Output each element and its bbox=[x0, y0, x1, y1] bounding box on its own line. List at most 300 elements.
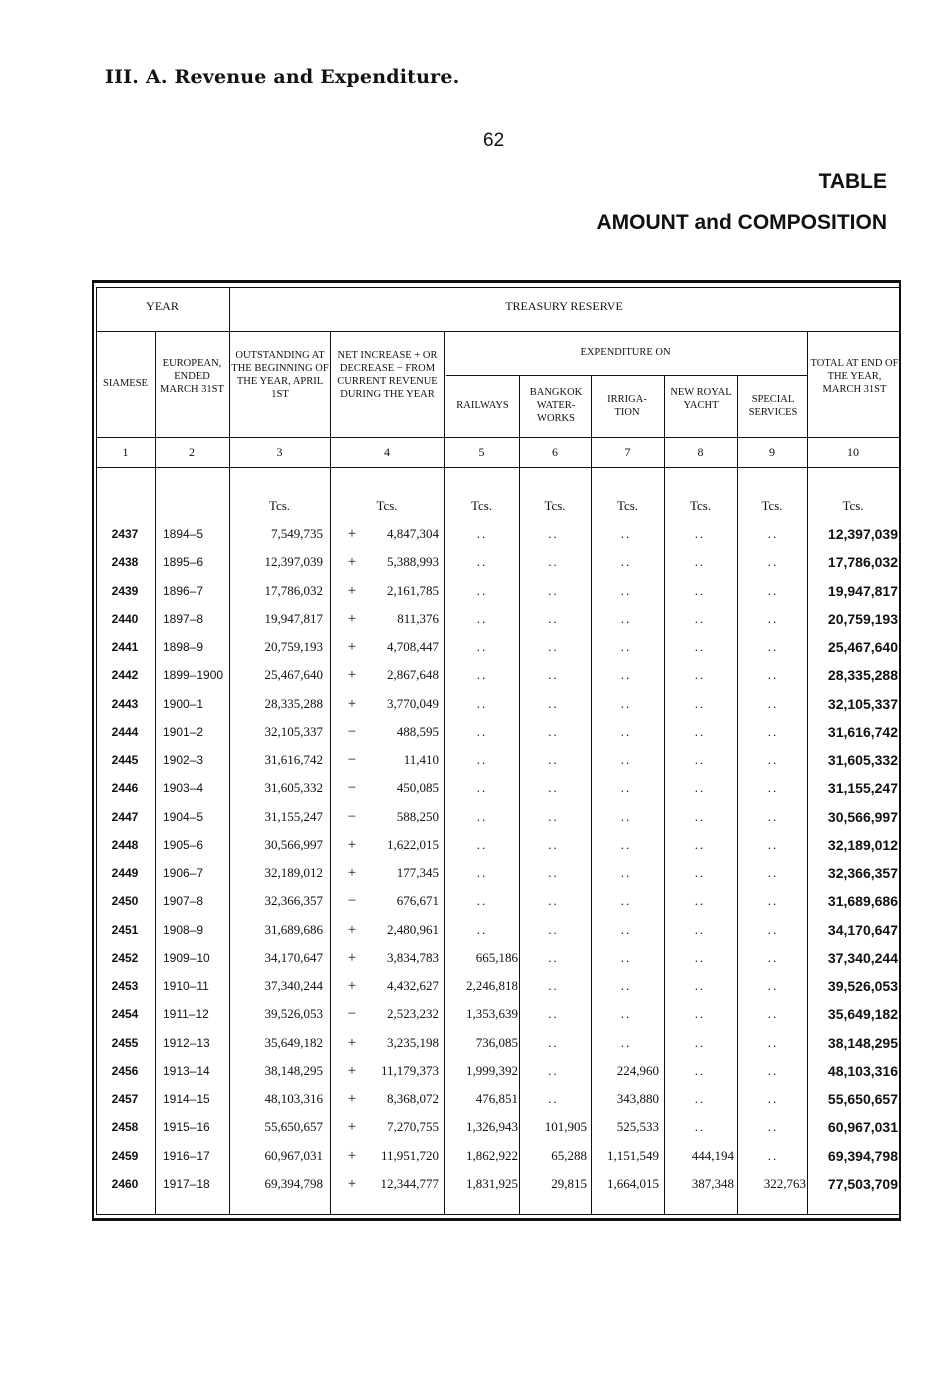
table-row bbox=[0, 690, 941, 718]
irrigation-cell: .. bbox=[620, 610, 632, 626]
net-change-cell: 3,834,783 bbox=[387, 949, 439, 965]
net-change-cell: 4,847,304 bbox=[387, 526, 439, 541]
railways-cell: .. bbox=[476, 836, 488, 852]
irrigation-cell: .. bbox=[620, 639, 632, 654]
total-cell: 31,155,247 bbox=[827, 780, 898, 797]
bangkok-waterworks-cell: 65,288 bbox=[551, 1147, 587, 1163]
net-change-cell: 3,770,049 bbox=[387, 695, 439, 711]
table-row bbox=[0, 605, 941, 633]
new-royal-yacht-cell: .. bbox=[694, 1119, 706, 1135]
total-cell: 69,394,798 bbox=[827, 1147, 898, 1164]
siamese-year-cell: 2445 bbox=[111, 753, 139, 767]
net-change-cell: 2,523,232 bbox=[387, 1006, 439, 1022]
unit-label: Tcs. bbox=[544, 498, 566, 513]
sign-cell: + bbox=[347, 1091, 357, 1107]
bangkok-waterworks-cell: .. bbox=[548, 949, 559, 965]
sign-cell: + bbox=[347, 1119, 357, 1136]
railways-cell: 1,831,925 bbox=[466, 1175, 518, 1191]
special-services-cell: .. bbox=[767, 1147, 779, 1163]
new-royal-yacht-cell: .. bbox=[694, 723, 706, 739]
sign-cell: − bbox=[347, 808, 357, 825]
outstanding-cell: 19,947,817 bbox=[264, 610, 323, 626]
siamese-year-cell: 2454 bbox=[111, 1007, 139, 1022]
railways-cell: .. bbox=[476, 921, 488, 937]
irrigation-cell: 525,533 bbox=[616, 1119, 659, 1135]
new-royal-yacht-cell: .. bbox=[694, 1091, 706, 1106]
special-services-cell: .. bbox=[767, 865, 779, 880]
header-special-services: SPECIAL SERVICES bbox=[748, 394, 798, 418]
european-year-cell: 1913–14 bbox=[163, 1063, 210, 1078]
net-change-cell: 11,179,373 bbox=[380, 1062, 439, 1078]
outstanding-cell: 48,103,316 bbox=[264, 1091, 323, 1106]
unit-label: Tcs. bbox=[376, 498, 398, 513]
total-cell: 77,503,709 bbox=[827, 1175, 898, 1192]
outstanding-cell: 31,155,247 bbox=[264, 808, 323, 824]
table-row bbox=[0, 661, 941, 689]
total-cell: 30,566,997 bbox=[827, 808, 898, 825]
siamese-year-cell: 2439 bbox=[111, 583, 139, 598]
new-royal-yacht-cell: .. bbox=[694, 836, 706, 852]
column-number: 9 bbox=[769, 445, 775, 459]
bangkok-waterworks-cell: .. bbox=[548, 921, 559, 937]
european-year-cell: 1900–1 bbox=[163, 696, 204, 711]
european-year-cell: 1901–2 bbox=[163, 724, 204, 739]
page-number: 62 bbox=[483, 130, 505, 151]
railways-cell: .. bbox=[476, 667, 488, 683]
bangkok-waterworks-cell: .. bbox=[548, 582, 559, 598]
header-year: YEAR bbox=[146, 299, 179, 313]
railways-cell: .. bbox=[476, 752, 488, 767]
bangkok-waterworks-cell: 101,905 bbox=[544, 1119, 587, 1135]
new-royal-yacht-cell: .. bbox=[694, 978, 706, 993]
irrigation-cell: .. bbox=[620, 667, 632, 683]
header-bangkok-waterworks: BANGKOK WATER-WORKS bbox=[529, 387, 583, 424]
outstanding-cell: 17,786,032 bbox=[264, 582, 323, 598]
bangkok-waterworks-cell: .. bbox=[548, 752, 559, 767]
siamese-year-cell: 2437 bbox=[111, 527, 139, 541]
bangkok-waterworks-cell: .. bbox=[548, 667, 559, 683]
column-number: 7 bbox=[624, 445, 631, 459]
net-change-cell: 4,432,627 bbox=[387, 978, 439, 993]
railways-cell: .. bbox=[476, 780, 488, 796]
railways-cell: .. bbox=[476, 582, 488, 598]
siamese-year-cell: 2443 bbox=[111, 696, 139, 711]
section-heading: III. A. Revenue and Expenditure. bbox=[105, 66, 460, 88]
irrigation-cell: .. bbox=[620, 1006, 632, 1022]
new-royal-yacht-cell: .. bbox=[694, 780, 706, 796]
header-total: TOTAL AT END OF THE YEAR, MARCH 31ST bbox=[810, 358, 899, 395]
european-year-cell: 1906–7 bbox=[163, 866, 204, 880]
european-year-cell: 1915–16 bbox=[163, 1120, 210, 1135]
irrigation-cell: 1,151,549 bbox=[607, 1147, 659, 1163]
bangkok-waterworks-cell: .. bbox=[548, 865, 559, 880]
total-cell: 60,967,031 bbox=[827, 1119, 898, 1136]
outstanding-cell: 35,649,182 bbox=[264, 1034, 323, 1050]
new-royal-yacht-cell: .. bbox=[694, 808, 706, 824]
european-year-cell: 1907–8 bbox=[163, 894, 204, 909]
table-row bbox=[0, 859, 941, 887]
sign-cell: + bbox=[347, 921, 357, 938]
special-services-cell: .. bbox=[767, 554, 779, 570]
new-royal-yacht-cell: 387,348 bbox=[691, 1175, 734, 1191]
irrigation-cell: .. bbox=[620, 526, 632, 541]
net-change-cell: 811,376 bbox=[397, 610, 439, 626]
irrigation-cell: 1,664,015 bbox=[607, 1175, 659, 1191]
net-change-cell: 11,951,720 bbox=[380, 1147, 439, 1163]
railways-cell: 665,186 bbox=[475, 949, 518, 965]
siamese-year-cell: 2451 bbox=[111, 922, 139, 937]
outstanding-cell: 38,148,295 bbox=[264, 1062, 323, 1078]
railways-cell: 476,851 bbox=[475, 1091, 518, 1106]
net-change-cell: 450,085 bbox=[396, 780, 439, 796]
outstanding-cell: 25,467,640 bbox=[264, 667, 323, 683]
outstanding-cell: 39,526,053 bbox=[264, 1006, 323, 1022]
total-cell: 20,759,193 bbox=[827, 610, 898, 627]
total-cell: 32,105,337 bbox=[827, 695, 898, 712]
column-number: 4 bbox=[384, 445, 390, 459]
siamese-year-cell: 2460 bbox=[111, 1176, 139, 1191]
special-services-cell: .. bbox=[767, 978, 779, 993]
sign-cell: + bbox=[347, 667, 357, 684]
siamese-year-cell: 2446 bbox=[111, 781, 139, 796]
unit-label: Tcs. bbox=[616, 498, 639, 513]
railways-cell: .. bbox=[476, 723, 488, 739]
net-change-cell: 676,671 bbox=[396, 893, 439, 909]
table-row bbox=[0, 887, 941, 915]
header-irrigation: IRRIGA-TION bbox=[607, 394, 647, 418]
european-year-cell: 1894–5 bbox=[163, 527, 204, 541]
siamese-year-cell: 2442 bbox=[111, 668, 139, 683]
table-row bbox=[0, 1085, 941, 1113]
column-number: 2 bbox=[189, 445, 195, 459]
header-siamese: SIAMESE bbox=[103, 378, 148, 389]
special-services-cell: .. bbox=[767, 582, 779, 598]
new-royal-yacht-cell: .. bbox=[694, 921, 706, 937]
irrigation-cell: .. bbox=[620, 865, 632, 880]
table-label: TABLE bbox=[818, 170, 887, 193]
table-row bbox=[0, 1057, 941, 1085]
column-number: 10 bbox=[847, 445, 859, 459]
siamese-year-cell: 2449 bbox=[111, 866, 139, 880]
european-year-cell: 1902–3 bbox=[163, 753, 204, 767]
special-services-cell: 322,763 bbox=[763, 1175, 806, 1191]
european-year-cell: 1911–12 bbox=[163, 1007, 209, 1022]
outstanding-cell: 12,397,039 bbox=[264, 554, 323, 570]
siamese-year-cell: 2450 bbox=[111, 894, 139, 909]
table-row bbox=[0, 831, 941, 859]
sign-cell: + bbox=[347, 978, 357, 994]
special-services-cell: .. bbox=[767, 610, 779, 626]
unit-label: Tcs. bbox=[268, 498, 291, 513]
sign-cell: + bbox=[347, 526, 357, 542]
outstanding-cell: 31,689,686 bbox=[264, 921, 323, 937]
new-royal-yacht-cell: .. bbox=[694, 1062, 706, 1078]
sign-cell: + bbox=[347, 1175, 357, 1192]
table-bottom-rule bbox=[92, 1218, 900, 1221]
railways-cell: .. bbox=[476, 893, 488, 909]
irrigation-cell: .. bbox=[620, 554, 632, 570]
table-row bbox=[0, 520, 941, 548]
irrigation-cell: 343,880 bbox=[616, 1091, 659, 1106]
irrigation-cell: .. bbox=[620, 723, 632, 739]
sign-cell: + bbox=[347, 949, 357, 966]
new-royal-yacht-cell: .. bbox=[694, 1006, 706, 1022]
total-cell: 31,616,742 bbox=[827, 723, 898, 740]
total-cell: 25,467,640 bbox=[827, 639, 898, 655]
irrigation-cell: .. bbox=[620, 695, 632, 711]
net-change-cell: 488,595 bbox=[396, 723, 439, 739]
new-royal-yacht-cell: .. bbox=[694, 695, 706, 711]
railways-cell: .. bbox=[476, 865, 488, 880]
table-row bbox=[0, 774, 941, 802]
bangkok-waterworks-cell: .. bbox=[548, 695, 559, 711]
total-cell: 31,689,686 bbox=[827, 893, 898, 910]
special-services-cell: .. bbox=[767, 808, 779, 824]
special-services-cell: .. bbox=[767, 836, 779, 852]
table-row bbox=[0, 1170, 941, 1198]
irrigation-cell: .. bbox=[620, 1034, 632, 1050]
special-services-cell: .. bbox=[767, 1091, 779, 1106]
railways-cell: .. bbox=[476, 610, 488, 626]
special-services-cell: .. bbox=[767, 526, 779, 541]
total-cell: 34,170,647 bbox=[827, 921, 898, 938]
european-year-cell: 1905–6 bbox=[163, 837, 204, 852]
net-change-cell: 5,388,993 bbox=[387, 554, 439, 570]
new-royal-yacht-cell: .. bbox=[694, 865, 706, 880]
net-change-cell: 7,270,755 bbox=[387, 1119, 439, 1135]
special-services-cell: .. bbox=[767, 752, 779, 767]
sign-cell: + bbox=[347, 695, 357, 712]
irrigation-cell: .. bbox=[620, 921, 632, 937]
total-cell: 32,366,357 bbox=[827, 865, 898, 881]
total-cell: 28,335,288 bbox=[827, 667, 898, 684]
header-new-royal-yacht: NEW ROYAL YACHT bbox=[670, 387, 732, 411]
header-net-change: NET INCREASE + OR DECREASE − FROM CURRENT REVENUE DURING THE YEAR bbox=[337, 350, 438, 400]
special-services-cell: .. bbox=[767, 639, 779, 654]
sign-cell: − bbox=[347, 723, 357, 740]
bangkok-waterworks-cell: .. bbox=[548, 780, 559, 796]
header-treasury-reserve: TREASURY RESERVE bbox=[505, 299, 623, 313]
irrigation-cell: .. bbox=[620, 808, 632, 824]
new-royal-yacht-cell: .. bbox=[694, 893, 706, 909]
european-year-cell: 1910–11 bbox=[163, 979, 209, 993]
table-top-rule-inner bbox=[96, 287, 900, 288]
irrigation-cell: .. bbox=[620, 949, 632, 965]
siamese-year-cell: 2457 bbox=[111, 1092, 139, 1106]
new-royal-yacht-cell: .. bbox=[694, 752, 706, 767]
outstanding-cell: 55,650,657 bbox=[264, 1119, 323, 1135]
new-royal-yacht-cell: .. bbox=[694, 582, 706, 598]
net-change-cell: 2,867,648 bbox=[387, 667, 439, 683]
european-year-cell: 1916–17 bbox=[163, 1148, 210, 1163]
railways-cell: .. bbox=[476, 526, 488, 541]
header-european: EUROPEAN, ENDED MARCH 31ST bbox=[160, 358, 224, 395]
total-cell: 37,340,244 bbox=[827, 949, 898, 966]
railways-cell: 736,085 bbox=[475, 1034, 518, 1050]
railways-cell: .. bbox=[476, 639, 488, 654]
table-row bbox=[0, 633, 941, 661]
total-cell: 19,947,817 bbox=[827, 582, 898, 599]
sign-cell: − bbox=[347, 893, 357, 910]
railways-cell: .. bbox=[476, 808, 488, 824]
siamese-year-cell: 2438 bbox=[111, 555, 139, 570]
bangkok-waterworks-cell: .. bbox=[548, 1091, 559, 1106]
special-services-cell: .. bbox=[767, 949, 779, 965]
sign-cell: − bbox=[347, 1006, 357, 1023]
net-change-cell: 4,708,447 bbox=[387, 639, 439, 654]
railways-cell: 1,353,639 bbox=[466, 1006, 518, 1022]
new-royal-yacht-cell: .. bbox=[694, 554, 706, 570]
total-cell: 32,189,012 bbox=[827, 836, 898, 853]
bangkok-waterworks-cell: .. bbox=[548, 808, 559, 824]
irrigation-cell: .. bbox=[620, 893, 632, 909]
new-royal-yacht-cell: 444,194 bbox=[691, 1147, 734, 1163]
outstanding-cell: 32,189,012 bbox=[264, 865, 323, 880]
irrigation-cell: .. bbox=[620, 582, 632, 598]
siamese-year-cell: 2453 bbox=[111, 979, 139, 993]
unit-label: Tcs. bbox=[689, 498, 712, 513]
column-number: 8 bbox=[697, 445, 704, 459]
header-rule-exp bbox=[446, 375, 807, 376]
table-row bbox=[0, 718, 941, 746]
sign-cell: + bbox=[347, 639, 357, 655]
new-royal-yacht-cell: .. bbox=[694, 639, 706, 654]
bangkok-waterworks-cell: .. bbox=[548, 893, 559, 909]
siamese-year-cell: 2458 bbox=[111, 1120, 139, 1135]
irrigation-cell: .. bbox=[620, 836, 632, 852]
net-change-cell: 177,345 bbox=[396, 865, 439, 880]
table-row bbox=[0, 746, 941, 774]
net-change-cell: 2,161,785 bbox=[387, 582, 439, 598]
table-row bbox=[0, 916, 941, 944]
siamese-year-cell: 2444 bbox=[111, 724, 139, 739]
net-change-cell: 1,622,015 bbox=[387, 836, 439, 852]
siamese-year-cell: 2456 bbox=[111, 1063, 139, 1078]
total-cell: 55,650,657 bbox=[827, 1091, 898, 1107]
sign-cell: − bbox=[347, 752, 357, 768]
new-royal-yacht-cell: .. bbox=[694, 1034, 706, 1050]
new-royal-yacht-cell: .. bbox=[694, 949, 706, 965]
outstanding-cell: 31,616,742 bbox=[264, 752, 323, 767]
european-year-cell: 1895–6 bbox=[163, 555, 204, 570]
sign-cell: + bbox=[347, 610, 357, 627]
bangkok-waterworks-cell: .. bbox=[548, 1034, 559, 1050]
header-expenditure-on: EXPENDITURE ON bbox=[580, 347, 671, 358]
new-royal-yacht-cell: .. bbox=[694, 667, 706, 683]
outstanding-cell: 32,366,357 bbox=[264, 893, 323, 909]
bangkok-waterworks-cell: .. bbox=[548, 639, 559, 654]
siamese-year-cell: 2448 bbox=[111, 837, 139, 852]
siamese-year-cell: 2447 bbox=[111, 809, 139, 824]
railways-cell: 2,246,818 bbox=[466, 978, 518, 993]
total-cell: 35,649,182 bbox=[827, 1006, 898, 1023]
siamese-year-cell: 2452 bbox=[111, 950, 139, 965]
sign-cell: − bbox=[347, 780, 357, 797]
table-row bbox=[0, 1029, 941, 1057]
outstanding-cell: 37,340,244 bbox=[264, 978, 323, 993]
bangkok-waterworks-cell: .. bbox=[548, 610, 559, 626]
railways-cell: .. bbox=[476, 695, 488, 711]
european-year-cell: 1896–7 bbox=[163, 583, 204, 598]
outstanding-cell: 60,967,031 bbox=[264, 1147, 323, 1163]
outstanding-cell: 7,549,735 bbox=[271, 526, 323, 541]
net-change-cell: 8,368,072 bbox=[387, 1091, 439, 1106]
unit-label: Tcs. bbox=[470, 498, 493, 513]
table-row bbox=[0, 577, 941, 605]
total-cell: 39,526,053 bbox=[827, 978, 898, 994]
column-number: 6 bbox=[552, 445, 558, 459]
special-services-cell: .. bbox=[767, 1062, 779, 1078]
sign-cell: + bbox=[347, 865, 357, 881]
outstanding-cell: 31,605,332 bbox=[264, 780, 323, 796]
column-number: 5 bbox=[478, 445, 485, 459]
header-rule-3 bbox=[96, 467, 899, 468]
outstanding-cell: 28,335,288 bbox=[264, 695, 323, 711]
sign-cell: + bbox=[347, 1147, 357, 1164]
table-bottom-rule-inner bbox=[96, 1214, 900, 1215]
bangkok-waterworks-cell: .. bbox=[548, 1062, 559, 1078]
table-row bbox=[0, 944, 941, 972]
special-services-cell: .. bbox=[767, 1006, 779, 1022]
table-row bbox=[0, 1000, 941, 1028]
special-services-cell: .. bbox=[767, 780, 779, 796]
net-change-cell: 3,235,198 bbox=[387, 1034, 439, 1050]
new-royal-yacht-cell: .. bbox=[694, 610, 706, 626]
sign-cell: + bbox=[347, 554, 357, 571]
irrigation-cell: .. bbox=[620, 978, 632, 993]
outstanding-cell: 30,566,997 bbox=[264, 836, 323, 852]
column-number: 3 bbox=[276, 445, 283, 459]
unit-label: Tcs. bbox=[842, 498, 864, 513]
special-services-cell: .. bbox=[767, 1119, 779, 1135]
unit-label: Tcs. bbox=[761, 498, 783, 513]
special-services-cell: .. bbox=[767, 1034, 779, 1050]
outstanding-cell: 20,759,193 bbox=[264, 639, 323, 654]
irrigation-cell: .. bbox=[620, 752, 632, 767]
bangkok-waterworks-cell: .. bbox=[548, 836, 559, 852]
table-subtitle: AMOUNT and COMPOSITION bbox=[596, 211, 887, 234]
railways-cell: 1,862,922 bbox=[466, 1147, 518, 1163]
siamese-year-cell: 2459 bbox=[111, 1148, 139, 1163]
sign-cell: + bbox=[347, 582, 357, 599]
sign-cell: + bbox=[347, 1062, 357, 1079]
header-rule-2 bbox=[96, 437, 899, 438]
table-row bbox=[0, 1113, 941, 1141]
bangkok-waterworks-cell: .. bbox=[548, 723, 559, 739]
table-row bbox=[0, 1142, 941, 1170]
railways-cell: 1,326,943 bbox=[466, 1119, 518, 1135]
railways-cell: 1,999,392 bbox=[466, 1062, 518, 1078]
special-services-cell: .. bbox=[767, 921, 779, 937]
special-services-cell: .. bbox=[767, 893, 779, 909]
european-year-cell: 1908–9 bbox=[163, 922, 204, 937]
table-row bbox=[0, 803, 941, 831]
total-cell: 12,397,039 bbox=[827, 526, 898, 542]
bangkok-waterworks-cell: .. bbox=[548, 978, 559, 993]
european-year-cell: 1899–1900 bbox=[163, 668, 224, 683]
sign-cell: + bbox=[347, 1034, 357, 1051]
european-year-cell: 1903–4 bbox=[163, 781, 204, 796]
irrigation-cell: 224,960 bbox=[616, 1062, 659, 1078]
total-cell: 48,103,316 bbox=[827, 1062, 898, 1079]
european-year-cell: 1898–9 bbox=[163, 640, 204, 654]
net-change-cell: 588,250 bbox=[396, 808, 439, 824]
header-rule-1 bbox=[96, 331, 899, 332]
railways-cell: .. bbox=[476, 554, 488, 570]
siamese-year-cell: 2441 bbox=[111, 640, 139, 654]
special-services-cell: .. bbox=[767, 723, 779, 739]
european-year-cell: 1909–10 bbox=[163, 950, 210, 965]
